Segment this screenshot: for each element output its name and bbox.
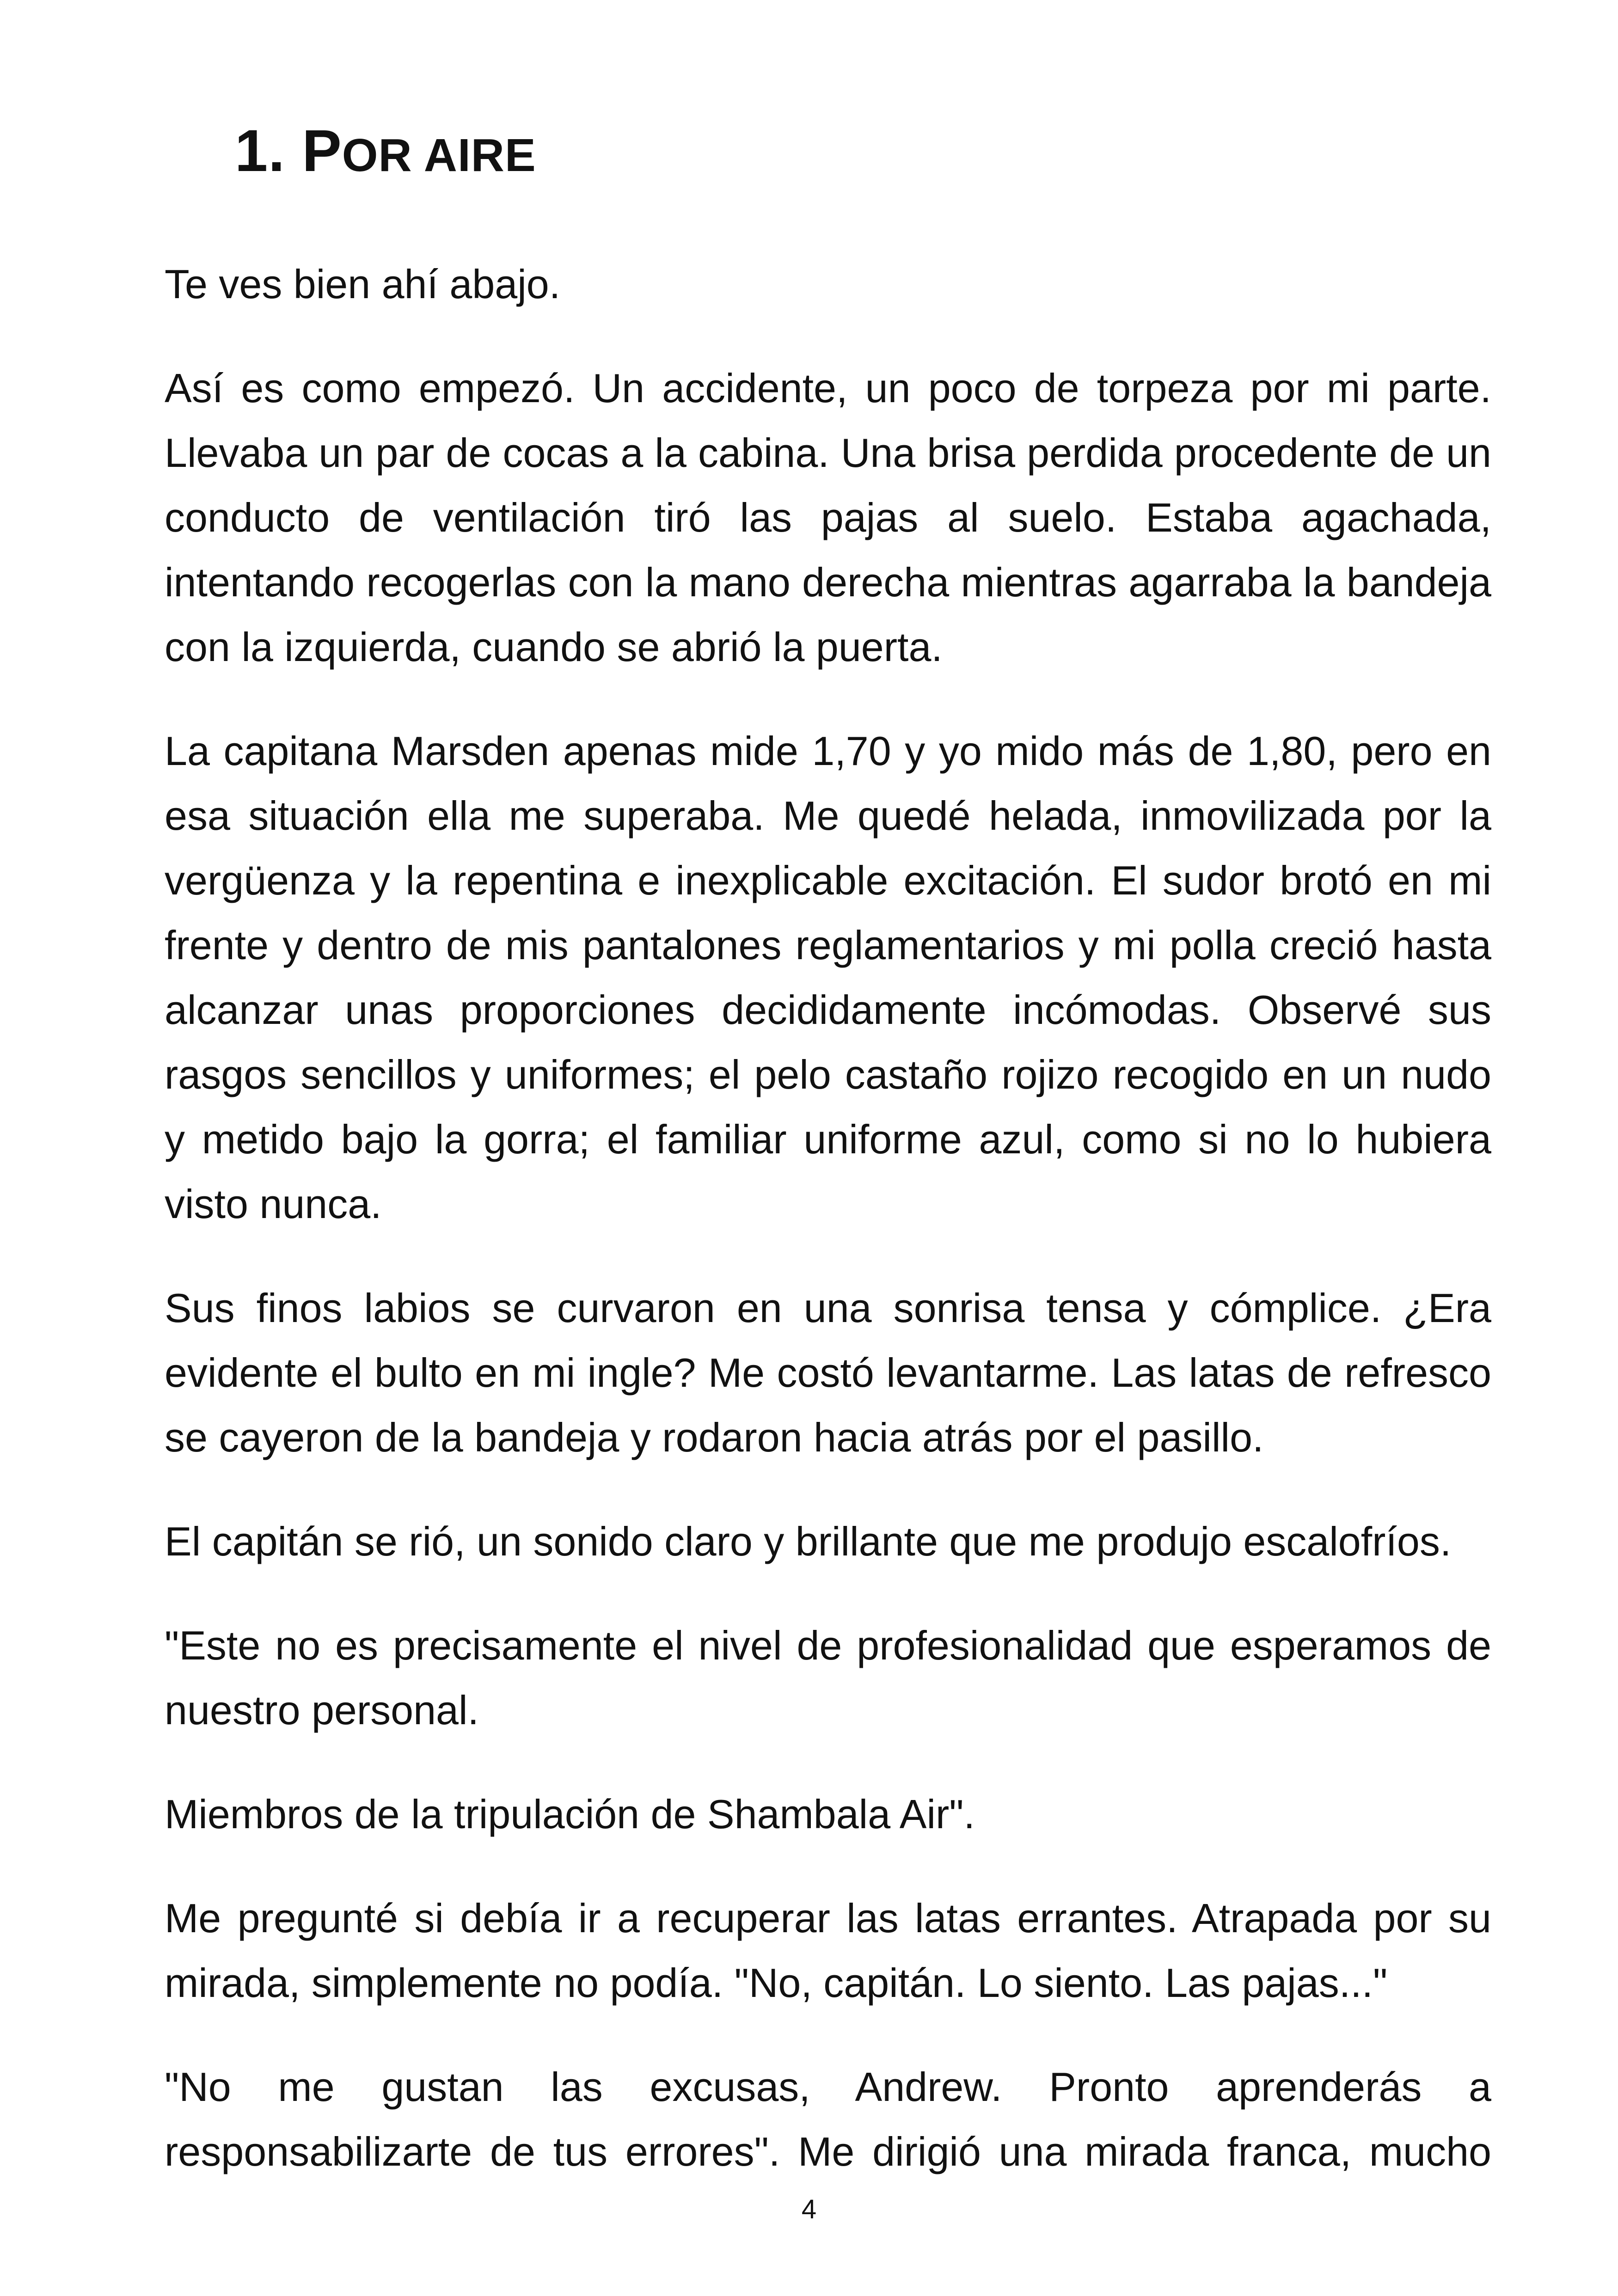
paragraph-4: Sus finos labios se curvaron en una sonrisa tensa y cómplice. ¿Era evidente el bulto en mi ingle? Me costó levantarme. Las latas de refresco se cayeron de la bandeja y rodaron hacia atrás por el pasillo. [165,1285,1491,1460]
paragraph-8: Me pregunté si debía ir a recuperar las latas errantes. Atrapada por su mirada, simplemente no podía. "No, capitán. Lo siento. Las pajas..." [165,1895,1491,2006]
page-number: 4 [801,2194,817,2224]
chapter-title-rest: OR AIRE [342,129,536,181]
body-text [165,252,1491,2184]
paragraph-2: Así es como empezó. Un accidente, un poco de torpeza por mi parte. Llevaba un par de cocas a la cabina. Una brisa perdida procedente de un conducto de ventilación tiró las pajas al suelo. Estaba agachada, intentando recogerlas con la mano derecha mientras agarraba la bandeja con la izquierda, cuando se abrió la puerta. [165,365,1491,670]
paragraph-5: El capitán se rió, un sonido claro y brillante que me produjo escalofríos. [165,1518,1452,1564]
paragraph-7: Miembros de la tripulación de Shambala Air". [165,1791,975,1837]
paragraph-6: "Este no es precisamente el nivel de profesionalidad que esperamos de nuestro personal. [165,1623,1491,1733]
paragraph-1: Te ves bien ahí abajo. [165,261,561,307]
chapter-number: 1. [235,118,302,184]
paragraph-3: La capitana Marsden apenas mide 1,70 y yo mido más de 1,80, pero en esa situación ella me superaba. Me quedé helada, inmovilizada por la vergüenza y la repentina e inexplicable excitación. El sudor brotó en mi frente y dentro de mis pantalones reglamentarios y mi polla creció hasta alcanzar unas proporciones decididamente incómodas. Observé sus rasgos sencillos y uniformes; el pelo castaño rojizo recogido en un nudo y metido bajo la gorra; el familiar uniforme azul, como si no lo hubiera visto nunca. [165,728,1491,1227]
chapter-title-initial: P [302,118,342,184]
chapter-title [235,116,536,187]
paragraph-9: "No me gustan las excusas, Andrew. Pronto aprenderás a responsabilizarte de tus errores". Me dirigió una mirada franca, mucho [165,2064,1491,2174]
